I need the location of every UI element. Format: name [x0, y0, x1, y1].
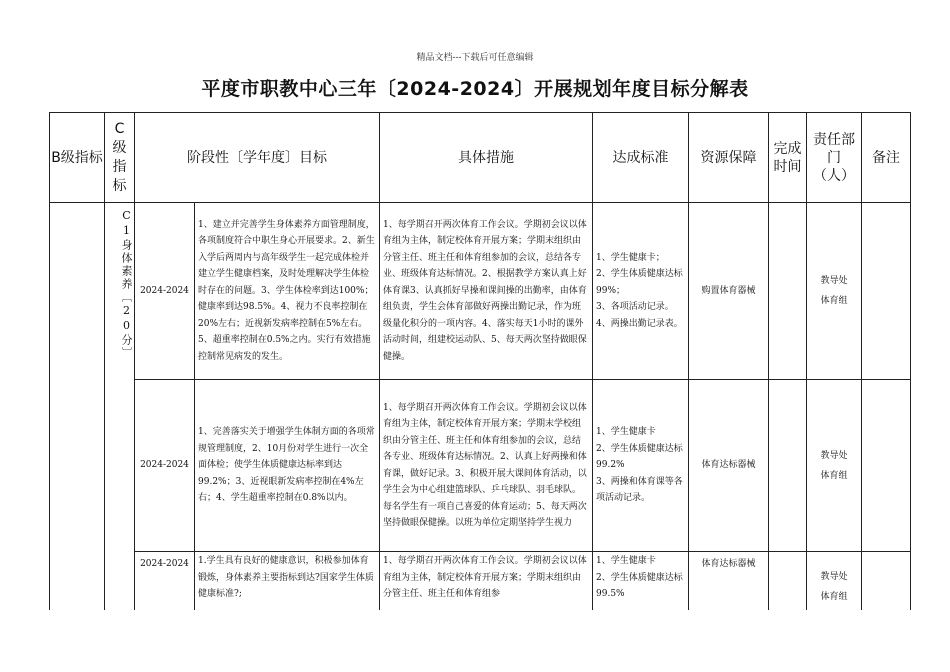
col-header-c-indicator: C级指标 — [105, 113, 135, 203]
b-indicator-cell — [50, 203, 105, 622]
row-dept: 教导处 体育组 — [807, 380, 862, 552]
row-time — [769, 203, 807, 380]
table-header-row — [50, 113, 911, 203]
row-standard: 1、学生健康卡 2、学生体质健康达标99.2% 3、两操和体育课等各项活动记录。 — [593, 380, 689, 552]
row-year: 2024-2024 — [135, 380, 195, 552]
col-header-resource: 资源保障 — [689, 113, 769, 203]
col-header-measures: 具体措施 — [380, 113, 593, 203]
page-title: 平度市职教中心三年〔2024-2024〕开展规划年度目标分解表 — [201, 78, 749, 100]
col-header-dept: 责任部门（人） — [807, 113, 862, 203]
row-standard: 1、学生健康卡 2、学生体质健康达标99.5% — [593, 552, 689, 622]
table-row — [50, 203, 911, 380]
col-header-time: 完成时间 — [769, 113, 807, 203]
row-resource: 购置体育器械 — [689, 203, 769, 380]
header-note: 精品文档---下载后可任意编辑 — [416, 53, 534, 63]
row-measures: 1、每学期召开两次体育工作会议。学期初会议以体育组为主体，制定校体育开展方案；学期末组织由分管主任、班主任和体育组参加的会议，总结各专业、班级体育达标情况。2、根据教学方案认真上好体育课3、认真抓好早操和课间操的出勤率，由体育组负责，学生会体育部做好两操出勤记录，作为班级量化积分的一项内容。4、落实每天1小时的课外活动时间，组建校运动队、5、每天两次坚持做眼保健操。 — [380, 203, 593, 380]
col-header-standard: 达成标准 — [593, 113, 689, 203]
row-goal: 1、建立并完善学生身体素养方面管理制度，各项制度符合中职生身心开展要求。2、新生入学后两周内与高年级学生一起完成体检并建立学生健康档案，及时处理解决学生体检时存在的问题。3、学生体检率到达100%；健康率到达98.5%。4、视力不良率控制在20%左右；近视新发病率控制在5%左右。5、超重率控制在0.5%之内。实行有效措施控制常见病发的发生。 — [195, 203, 380, 380]
row-resource: 体育达标器械 — [689, 552, 769, 622]
page-bottom-margin — [0, 610, 950, 672]
target-table — [49, 112, 911, 622]
col-header-b-indicator: B级指标 — [50, 113, 105, 203]
row-year: 2024-2024 — [135, 552, 195, 622]
row-measures: 1、每学期召开两次体育工作会议。学期初会议以体育组为主体，制定校体育开展方案；学期末学校组织由分管主任、班主任和体育组参加的会议，总结各专业、班级体育达标情况。2、认真上好两操和体育课，做好记录。3、积极开展大课间体育活动，以学生会为中心组建篮球队、乒乓球队、羽毛球队。每名学生有一项自己喜爱的体育运动；5、每天两次坚持做眼保健操。以班为单位定期坚持学生视力 — [380, 380, 593, 552]
row-time — [769, 380, 807, 552]
row-goal: 1.学生具有良好的健康意识，积极参加体育锻炼，身体素养主要指标到达?国家学生体质健康标准?; — [195, 552, 380, 622]
row-dept: 教导处 体育组 — [807, 203, 862, 380]
table-row — [50, 380, 911, 552]
col-header-goal: 阶段性〔学年度〕目标 — [135, 113, 380, 203]
col-header-note: 备注 — [862, 113, 911, 203]
row-standard: 1、学生健康卡； 2、学生体质健康达标99%； 3、各项活动记录。 4、两操出勤记录表。 — [593, 203, 689, 380]
row-measures: 1、每学期召开两次体育工作会议。学期初会议以体育组为主体，制定校体育开展方案；学期末组织由分管主任、班主任和体育组参 — [380, 552, 593, 622]
c-indicator-cell: C1身体素养〔20分〕 — [105, 203, 135, 622]
row-resource: 体育达标器械 — [689, 380, 769, 552]
row-year: 2024-2024 — [135, 203, 195, 380]
row-dept: 教导处 体育组 — [807, 552, 862, 622]
row-note — [862, 203, 911, 380]
row-note — [862, 380, 911, 552]
row-goal: 1、完善落实关于增强学生体制方面的各项常规管理制度，2、10月份对学生进行一次全面体检；使学生体质健康达标率到达99.2%；3、近视眼新发病率控制在4%左右；4、学生超重率控制在0.8%以内。 — [195, 380, 380, 552]
